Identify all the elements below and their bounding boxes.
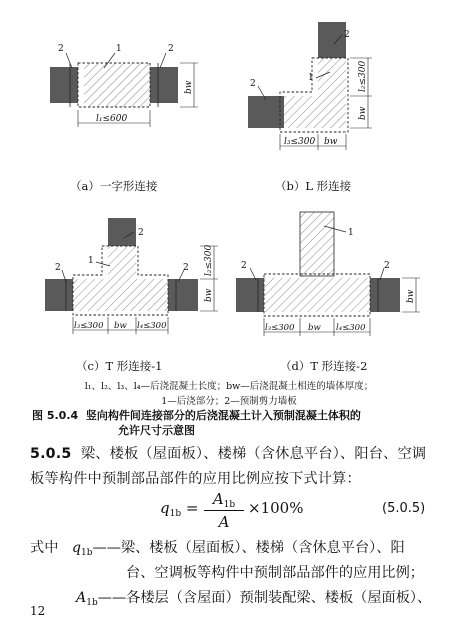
precast-wall-right bbox=[168, 279, 198, 311]
definition-q-cont: 台、空调板等构件中预制部品部件的应用比例； bbox=[126, 565, 424, 581]
label-2: 2 bbox=[58, 44, 64, 54]
section-paragraph bbox=[30, 442, 430, 492]
dim-l3: l₃≤300 bbox=[265, 323, 295, 333]
label-1: 1 bbox=[116, 44, 122, 54]
precast-wall-top bbox=[108, 218, 136, 246]
section-number: 5.0.5 bbox=[30, 446, 72, 462]
dim-l3: l₃≤300 bbox=[74, 321, 104, 331]
label-2: 2 bbox=[241, 261, 247, 271]
label-2: 2 bbox=[344, 30, 350, 40]
equation-number: (5.0.5) bbox=[382, 501, 426, 516]
dim-l2: l₂≤300 bbox=[358, 60, 368, 92]
dim-l2: l₂≤300 bbox=[204, 244, 214, 276]
precast-wall-left bbox=[236, 278, 264, 312]
formula-rhs: ×100% bbox=[248, 499, 304, 517]
figure-title-line1: 竖向构件间连接部分的后浇混凝土计入预制混凝土体积的 bbox=[85, 409, 361, 422]
precast-wall-right bbox=[150, 67, 178, 103]
dim-bw: bw bbox=[406, 289, 416, 303]
definition-a: $A_{1b}——$各楼层（含屋面）预制装配梁、楼板（屋面板）、 bbox=[76, 590, 432, 608]
dim-bw: bw bbox=[184, 80, 194, 94]
caption-d: （d）T 形连接-2 bbox=[280, 359, 368, 373]
label-2: 2 bbox=[168, 44, 174, 54]
cast-stem bbox=[300, 212, 334, 276]
figure-title bbox=[32, 407, 458, 423]
label-1: 1 bbox=[308, 73, 314, 83]
caption-b: （b）L 形连接 bbox=[275, 179, 352, 193]
diagram-b bbox=[248, 22, 372, 150]
dim-bw: bw bbox=[358, 106, 368, 120]
figure-legend-line1: l₁、l₂、l₃、l₄—后浇混凝土长度；bw—后浇混凝土相连的墙体厚度； bbox=[84, 381, 374, 392]
dim-bw: bw bbox=[114, 321, 127, 331]
caption-c: （c）T 形连接-1 bbox=[76, 359, 163, 373]
dim-bw: bw bbox=[324, 137, 338, 147]
label-2: 2 bbox=[55, 263, 61, 273]
formula-fraction: $A_{1b}$ A bbox=[204, 488, 244, 533]
label-2: 2 bbox=[183, 263, 189, 273]
figure-title-line2: 允许尺寸示意图 bbox=[118, 424, 195, 437]
figure-legend-line2: 1—后浇部分；2—预制剪力墙板 bbox=[161, 396, 297, 407]
label-1: 1 bbox=[88, 256, 94, 266]
precast-wall-top bbox=[318, 22, 346, 58]
definitions-intro: 式中 bbox=[30, 540, 59, 556]
section-line2: 板等构件中预制部品部件的应用比例应按下式计算： bbox=[30, 471, 361, 487]
precast-wall-right bbox=[370, 278, 400, 312]
label-2: 2 bbox=[384, 261, 390, 271]
dim-l4: l₄≤300 bbox=[137, 321, 167, 331]
label-2: 2 bbox=[250, 79, 256, 89]
label-1: 1 bbox=[348, 228, 354, 238]
dim-l1: l₁≤600 bbox=[96, 114, 128, 124]
label-2: 2 bbox=[138, 228, 144, 238]
definition-q: 式中 $q_{1b}——$梁、楼板（屋面板）、楼梯（含休息平台）、阳 bbox=[30, 540, 405, 558]
precast-wall-left bbox=[50, 67, 78, 103]
dim-bw: bw bbox=[308, 323, 321, 333]
diagram-c bbox=[45, 218, 218, 334]
diagram-d bbox=[236, 212, 420, 336]
caption-a: （a）一字形连接 bbox=[70, 179, 158, 193]
cast-in-place-zone bbox=[84, 63, 150, 107]
dim-l3: l₃≤300 bbox=[284, 137, 316, 147]
figure-number: 图 5.0.4 bbox=[32, 409, 79, 422]
dim-l4: l₄≤300 bbox=[336, 323, 366, 333]
section-line1: 梁、楼板（屋面板）、楼梯（含休息平台）、阳台、空调 bbox=[80, 446, 427, 462]
dim-bw: bw bbox=[204, 288, 214, 302]
formula-5-0-5 bbox=[160, 488, 426, 534]
precast-wall-left bbox=[248, 96, 284, 128]
precast-wall-left bbox=[45, 279, 73, 311]
formula-lhs: $q_{1b}$ = bbox=[160, 499, 199, 519]
page-number: 12 bbox=[30, 604, 46, 618]
